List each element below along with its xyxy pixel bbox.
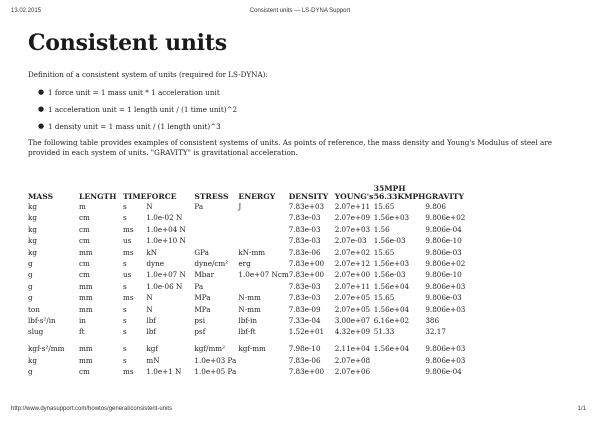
table-cell: 2.07e+09 bbox=[334, 213, 371, 223]
table-cell: kg bbox=[28, 224, 37, 234]
table-cell: cm bbox=[79, 367, 90, 377]
table-cell: mN bbox=[146, 355, 160, 365]
table-cell: 7.33e-04 bbox=[288, 316, 321, 326]
table-cell: 2.07e+11 bbox=[334, 202, 371, 211]
table-cell: 1.56e+03 bbox=[373, 259, 410, 269]
table-cell: 7.83e+03 bbox=[288, 202, 325, 211]
table-cell: us bbox=[123, 270, 132, 280]
table-cell: s bbox=[123, 259, 127, 269]
table-cell: 1.56e+04 bbox=[373, 304, 410, 314]
table-cell: 9.806 bbox=[425, 202, 446, 211]
table-cell: ton bbox=[28, 304, 40, 314]
table-body bbox=[28, 201, 475, 378]
header-speed: 35MPH 56.33KMPH bbox=[373, 184, 426, 201]
table-cell: 1.0e+05 Pa bbox=[194, 367, 237, 377]
table-cell: 1.56e+03 bbox=[373, 213, 410, 223]
table-cell: s bbox=[123, 202, 127, 211]
table-cell: 7.83e-03 bbox=[288, 281, 321, 291]
table-cell: g bbox=[28, 367, 33, 377]
bullet-icon: ● bbox=[38, 122, 45, 130]
table-cell: s bbox=[123, 355, 127, 365]
table-cell: 7.83e-03 bbox=[288, 236, 321, 246]
table-cell: lbf bbox=[146, 316, 156, 326]
table-cell: 2.07e+00 bbox=[334, 270, 371, 280]
table-cell: g bbox=[28, 293, 33, 303]
header-force: FORCE bbox=[146, 192, 177, 201]
table-cell: 9.806e+03 bbox=[425, 344, 466, 354]
table-cell: 4.32e+09 bbox=[334, 327, 371, 337]
table-cell: 1.56e-03 bbox=[373, 270, 406, 280]
header-time: TIME bbox=[123, 192, 147, 201]
table-cell: kg bbox=[28, 236, 37, 246]
table-cell: mm bbox=[79, 281, 93, 291]
table-row bbox=[28, 281, 475, 292]
table-cell: 2.07e+05 bbox=[334, 304, 371, 314]
table-cell: mm bbox=[79, 247, 93, 257]
table-row bbox=[28, 326, 475, 337]
table-cell: 1.0e+04 N bbox=[146, 224, 186, 234]
header-energy: ENERGY bbox=[238, 192, 276, 201]
table-cell bbox=[194, 224, 238, 235]
table-row bbox=[28, 338, 475, 355]
table-cell: g bbox=[28, 259, 33, 269]
table-cell: dyne bbox=[146, 259, 164, 269]
table-cell: 15.65 bbox=[373, 293, 395, 303]
table-cell: erg bbox=[238, 259, 251, 269]
header-stress: STRESS bbox=[194, 192, 229, 201]
table-cell: 7.83e-03 bbox=[288, 213, 321, 223]
table-cell: 1.52e+01 bbox=[288, 327, 325, 337]
table-cell: kg bbox=[28, 247, 37, 257]
table-cell: 2.07e+02 bbox=[334, 247, 371, 257]
table-cell: 6.16e+02 bbox=[373, 316, 410, 326]
table-cell: kgf/mm² bbox=[194, 344, 225, 354]
table-cell: s bbox=[123, 344, 127, 354]
table-cell: dyne/cm² bbox=[194, 259, 229, 269]
table-cell bbox=[374, 355, 426, 366]
table-cell: kN-mm bbox=[238, 247, 266, 257]
table-row bbox=[28, 304, 475, 315]
table-cell: 1.56e-03 bbox=[373, 236, 406, 246]
table-cell: ms bbox=[123, 367, 134, 377]
table-cell bbox=[238, 355, 288, 366]
table-cell: g bbox=[28, 281, 33, 291]
definition-item-acceleration: ● 1 acceleration unit = 1 length unit / (1 time unit)^2 bbox=[38, 101, 588, 118]
table-cell: 7.83e-06 bbox=[288, 247, 321, 257]
table-row bbox=[28, 366, 475, 377]
table-cell: 7.98e-10 bbox=[288, 344, 321, 354]
table-cell: 9.806e+03 bbox=[425, 281, 466, 291]
table-cell: in bbox=[79, 316, 86, 326]
table-cell: kg bbox=[28, 355, 37, 365]
table-cell: lbf-ft bbox=[238, 327, 256, 337]
table-cell: 2.07e+05 bbox=[334, 293, 371, 303]
table-cell: kN bbox=[146, 247, 158, 257]
table-cell: MPa bbox=[194, 304, 211, 314]
table-row bbox=[28, 212, 475, 223]
table-cell: 1.56e+04 bbox=[373, 344, 410, 354]
table-cell: 9.806e-03 bbox=[425, 247, 462, 257]
table-cell: m bbox=[79, 202, 86, 211]
table-cell: ms bbox=[123, 247, 134, 257]
table-cell: 9.806e-10 bbox=[425, 236, 462, 246]
table-row bbox=[28, 247, 475, 258]
print-footer bbox=[0, 406, 600, 416]
table-cell: 1.56e+04 bbox=[373, 281, 410, 291]
table-cell: 9.806e+03 bbox=[425, 355, 466, 365]
table-cell: kgf bbox=[146, 344, 159, 354]
table-cell: 7.83e-09 bbox=[288, 304, 321, 314]
table-cell: 15.65 bbox=[373, 202, 395, 211]
table-description: The following table provides examples of consistent systems of units. As points of reference, the mass density and Young's Modulus of steel are provided in each system of units. "GRAVITY" is gravitational acceleration. bbox=[28, 138, 552, 157]
print-date: 13.02.2015 bbox=[11, 8, 42, 14]
page-count: 1/1 bbox=[577, 406, 586, 412]
table-row bbox=[28, 224, 475, 235]
print-url: http://www.dynasupport.com/howtos/general/consistent-units bbox=[11, 406, 173, 412]
table-cell: s bbox=[123, 316, 127, 326]
table-cell: 1.0e+1 N bbox=[146, 367, 182, 377]
table-cell bbox=[238, 212, 288, 223]
header-youngs: YOUNG's bbox=[334, 192, 374, 201]
table-cell bbox=[238, 281, 288, 292]
table-cell: mm bbox=[79, 344, 93, 354]
table-row bbox=[28, 235, 475, 246]
table-cell: lbf-s²/in bbox=[28, 316, 56, 326]
table-cell: 2.07e+06 bbox=[334, 367, 371, 377]
table-cell: s bbox=[123, 327, 127, 337]
table-cell: 2.07e+11 bbox=[334, 281, 371, 291]
table-cell: 7.83e+00 bbox=[288, 367, 325, 377]
table-cell: cm bbox=[79, 259, 90, 269]
table-cell: 2.11e+04 bbox=[334, 344, 371, 354]
table-cell: J bbox=[238, 202, 242, 211]
table-cell: cm bbox=[79, 213, 90, 223]
table-cell bbox=[194, 212, 238, 223]
table-cell: 7.83e+00 bbox=[288, 259, 325, 269]
table-cell: mm bbox=[79, 293, 93, 303]
table-cell: 1.0e+07 N bbox=[146, 270, 186, 280]
table-cell: Pa bbox=[194, 202, 204, 211]
table-cell: 9.806e-10 bbox=[425, 270, 462, 280]
print-page-title: Consistent units — LS-DYNA Support bbox=[249, 8, 351, 14]
table-row bbox=[28, 355, 475, 366]
table-cell: 1.0e+03 Pa bbox=[194, 355, 237, 365]
table-cell: psf bbox=[194, 327, 206, 337]
table-cell: 1.0e-02 N bbox=[146, 213, 183, 223]
table-cell: N-mm bbox=[238, 304, 261, 314]
article bbox=[28, 30, 588, 377]
table-cell: ft bbox=[79, 327, 85, 337]
table-cell: 7.83e+00 bbox=[288, 270, 325, 280]
table-cell: 9.806e+02 bbox=[425, 213, 466, 223]
table-cell bbox=[374, 366, 426, 377]
table-cell: cm bbox=[79, 236, 90, 246]
table-cell: 2.07e+12 bbox=[334, 259, 371, 269]
table-cell: ms bbox=[123, 293, 134, 303]
table-cell: kgf-mm bbox=[238, 344, 266, 354]
header-density: DENSITY bbox=[288, 192, 329, 201]
table-cell: N bbox=[146, 202, 153, 211]
table-cell: mm bbox=[79, 355, 93, 365]
table-cell: 15.65 bbox=[373, 247, 395, 257]
intro-text: Definition of a consistent system of units (required for LS-DYNA): bbox=[28, 70, 268, 79]
table-cell: 7.83e-03 bbox=[288, 293, 321, 303]
table-cell: s bbox=[123, 213, 127, 223]
print-header bbox=[0, 8, 600, 18]
table-cell: 9.806e-04 bbox=[425, 224, 462, 234]
definition-item-force: ● 1 force unit = 1 mass unit * 1 acceleration unit bbox=[38, 84, 588, 101]
table-cell bbox=[238, 224, 288, 235]
header-length: LENGTH bbox=[79, 192, 117, 201]
table-cell: N bbox=[146, 304, 153, 314]
table-cell: 51.33 bbox=[373, 327, 395, 337]
table-cell: 9.806e+03 bbox=[425, 304, 466, 314]
table-cell: ms bbox=[123, 224, 134, 234]
table-cell: kg bbox=[28, 202, 37, 211]
table-cell: kg bbox=[28, 213, 37, 223]
table-cell: 32.17 bbox=[425, 327, 446, 337]
table-cell: mm bbox=[79, 304, 93, 314]
table-cell: 2.07e-03 bbox=[334, 236, 367, 246]
table-cell: 7.83e-03 bbox=[288, 224, 321, 234]
table-cell: lbf-in bbox=[238, 316, 258, 326]
table-cell: 2.07e+03 bbox=[334, 224, 371, 234]
definition-item-density: ● 1 density unit = 1 mass unit / (1 length unit)^3 bbox=[38, 118, 588, 135]
page-title: Consistent units bbox=[28, 30, 227, 56]
units-table bbox=[28, 185, 475, 378]
table-cell bbox=[238, 235, 288, 246]
table-cell: GPa bbox=[194, 247, 209, 257]
bullet-icon: ● bbox=[38, 105, 45, 113]
table-row bbox=[28, 269, 475, 280]
table-cell: g bbox=[28, 270, 33, 280]
table-row bbox=[28, 292, 475, 303]
table-cell: MPa bbox=[194, 293, 211, 303]
table-cell: psi bbox=[194, 316, 205, 326]
table-cell: Mbar bbox=[194, 270, 215, 280]
table-row bbox=[28, 258, 475, 269]
table-cell: N bbox=[146, 293, 153, 303]
table-cell: us bbox=[123, 236, 132, 246]
table-cell: 1.56 bbox=[373, 224, 390, 234]
table-cell: 9.806e-04 bbox=[425, 367, 462, 377]
table-cell: N-mm bbox=[238, 293, 261, 303]
table-cell: s bbox=[123, 304, 127, 314]
table-cell: 3.00e+07 bbox=[334, 316, 371, 326]
header-mass: MASS bbox=[28, 192, 54, 201]
table-cell: 7.83e-06 bbox=[288, 355, 321, 365]
table-row bbox=[28, 315, 475, 326]
header-gravity: GRAVITY bbox=[425, 192, 464, 201]
table-cell: 9.806e-03 bbox=[425, 293, 462, 303]
table-cell: lbf bbox=[146, 327, 156, 337]
table-cell: Pa bbox=[194, 281, 204, 291]
table-row bbox=[28, 201, 475, 212]
table-header-row bbox=[28, 185, 475, 201]
table-cell: 386 bbox=[425, 316, 440, 326]
table-cell: slug bbox=[28, 327, 44, 337]
table-cell: cm bbox=[79, 224, 90, 234]
definition-list bbox=[28, 84, 588, 135]
table-cell: cm bbox=[79, 270, 90, 280]
bullet-icon: ● bbox=[38, 88, 45, 96]
table-cell: kgf-s²/mm bbox=[28, 344, 65, 354]
table-cell: 2.07e+08 bbox=[334, 355, 371, 365]
table-cell bbox=[238, 366, 288, 377]
table-cell bbox=[194, 235, 238, 246]
table-cell: 1.0e+10 N bbox=[146, 236, 186, 246]
table-cell: 1.0e+07 Ncm bbox=[238, 270, 289, 280]
table-cell: 9.806e+02 bbox=[425, 259, 466, 269]
table-cell: s bbox=[123, 281, 127, 291]
table-cell: 1.0e-06 N bbox=[146, 281, 183, 291]
